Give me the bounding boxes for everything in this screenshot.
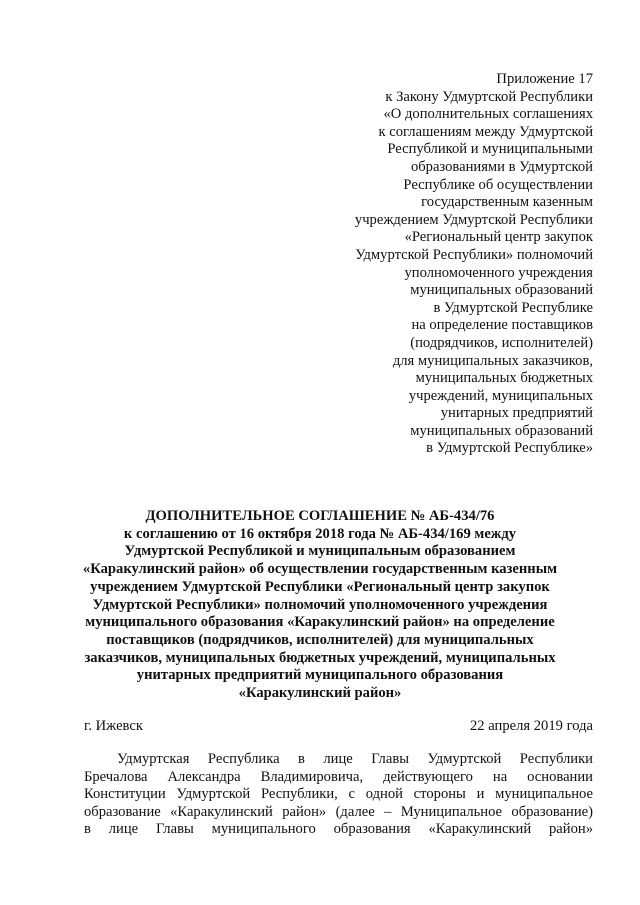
body-line: образование «Каракулинский район» (далее – Муниципальное образование): [84, 803, 593, 820]
appendix-line: Удмуртской Республики» полномочий: [355, 246, 593, 263]
appendix-line: муниципальных образований: [410, 282, 593, 299]
appendix-line: (подрядчиков, исполнителей): [410, 334, 593, 351]
title-line: унитарных предприятий муниципального образования: [136, 667, 504, 684]
title-line: учреждением Удмуртской Республики «Региональный центр закупок: [90, 578, 550, 595]
appendix-line: в Удмуртской Республике: [433, 299, 593, 316]
city: г. Ижевск: [84, 718, 143, 734]
appendix-line: в Удмуртской Республике»: [426, 440, 593, 457]
title-line: Удмуртской Республики» полномочий уполномоченного учреждения: [92, 596, 548, 613]
appendix-line: муниципальных бюджетных: [415, 370, 593, 387]
title-line: заказчиков, муниципальных бюджетных учреждений, муниципальных: [84, 649, 556, 666]
appendix-line: «Региональный центр закупок: [404, 229, 593, 246]
appendix-line: к соглашениям между Удмуртской: [378, 123, 593, 140]
title-line: ДОПОЛНИТЕЛЬНОЕ СОГЛАШЕНИЕ № АБ-434/76: [145, 508, 495, 524]
title-line: муниципального образования «Каракулинский район» на определение: [85, 614, 555, 631]
body-line: Конституции Удмуртской Республики, с одной стороны и муниципальное: [84, 786, 593, 803]
appendix-line: для муниципальных заказчиков,: [392, 352, 593, 369]
body-line: Бречалова Александра Владимировича, действующего на основании: [84, 768, 593, 785]
title-line: «Каракулинский район» об осуществлении государственным казенным: [82, 561, 558, 578]
body-line: в лице Главы муниципального образования «Каракулинский район»: [84, 821, 593, 838]
body-paragraph: [84, 751, 593, 839]
appendix-line: учреждений, муниципальных: [408, 387, 593, 404]
title-line: к соглашению от 16 октября 2018 года № АБ-434/169 между: [123, 525, 517, 542]
body-line: Удмуртская Республика в лице Главы Удмуртской Республики: [117, 751, 593, 767]
appendix-line: образованиями в Удмуртской: [410, 158, 593, 175]
appendix-line: на определение поставщиков: [411, 317, 593, 334]
appendix-line: Республике об осуществлении: [403, 176, 593, 193]
title-line: Удмуртской Республикой и муниципальным образованием: [124, 543, 516, 560]
agreement-date: 22 апреля 2019 года: [470, 718, 593, 734]
appendix-line: муниципальных образований: [410, 422, 593, 439]
appendix-note: [293, 71, 593, 458]
agreement-title: [80, 508, 560, 703]
appendix-line: унитарных предприятий: [440, 405, 593, 422]
appendix-line: «О дополнительных соглашениях: [383, 106, 593, 123]
appendix-line: Приложение 17: [496, 71, 593, 87]
title-line: «Каракулинский район»: [238, 685, 402, 702]
title-line: поставщиков (подрядчиков, исполнителей) для муниципальных: [106, 631, 534, 648]
appendix-line: уполномоченного учреждения: [404, 264, 593, 281]
appendix-line: к Закону Удмуртской Республики: [385, 88, 593, 105]
appendix-line: Республикой и муниципальными: [387, 141, 593, 158]
appendix-line: учреждением Удмуртской Республики: [354, 211, 593, 228]
appendix-line: государственным казенным: [421, 194, 593, 211]
